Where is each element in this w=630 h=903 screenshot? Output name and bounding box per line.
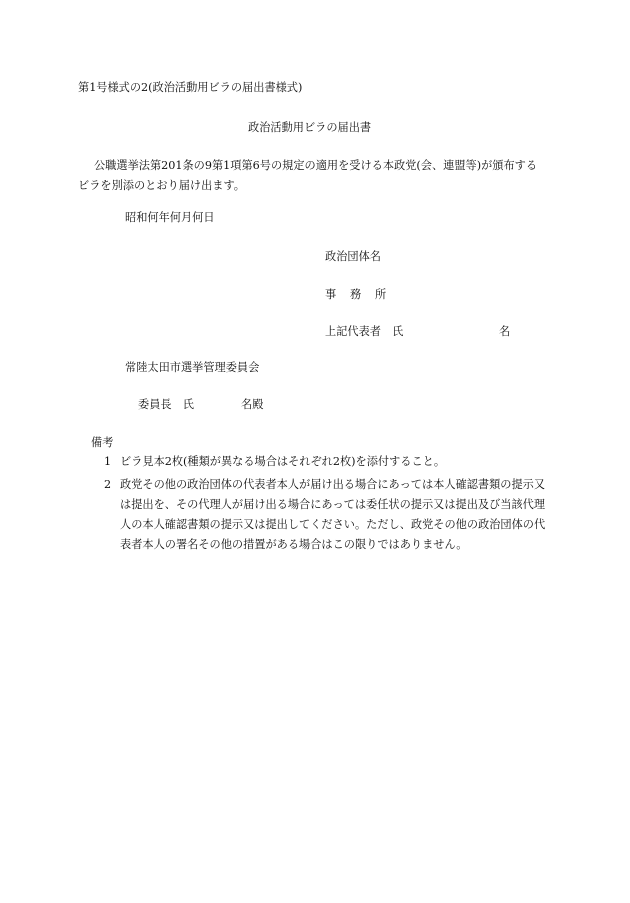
note-item [104, 456, 445, 467]
note-text: ビラ見本2枚(種類が異なる場合はそれぞれ2枚)を添付すること。 [120, 455, 446, 468]
document-title: 政治活動用ビラの届出書 [248, 121, 372, 134]
note-text: 政党その他の政治団体の代表者本人が届け出る場合にあっては本人確認書類の提示又は提出を、その代理人が届け出る場合にあっては委任状の提示又は提出及び当該代理人の本人確認書類の提示又は提出してください。ただし、政党その他の政治団体の代表者本人の署名その他の措置がある場合はこの限りではありません。 [120, 478, 546, 551]
note-number: 2 [104, 478, 112, 491]
election-committee: 常陸太田市選挙管理委員会 [125, 361, 260, 374]
form-number: 第1号様式の2(政治活動用ビラの届出書様式) [78, 81, 303, 94]
office-label-char: 事 [325, 288, 337, 301]
chair-suffix: 名殿 [241, 398, 264, 411]
office-label-char: 務 [350, 288, 362, 301]
body-paragraph: 公職選挙法第201条の9第1項第6号の規定の適用を受ける本政党(会、連盟等)が頒布するビラを別添のとおり届け出ます。 [78, 159, 538, 192]
representative-label: 上記代表者 氏 [325, 325, 404, 338]
date-placeholder: 昭和何年何月何日 [125, 211, 215, 224]
note-number: 1 [104, 455, 112, 468]
office-label [325, 289, 386, 300]
note-item [104, 475, 552, 555]
org-name-label: 政治団体名 [325, 250, 381, 263]
notes-heading: 備考 [91, 436, 114, 449]
office-label-char: 所 [375, 288, 387, 301]
representative-suffix: 名 [499, 325, 511, 338]
chair-label: 委員長 氏 [138, 398, 194, 411]
